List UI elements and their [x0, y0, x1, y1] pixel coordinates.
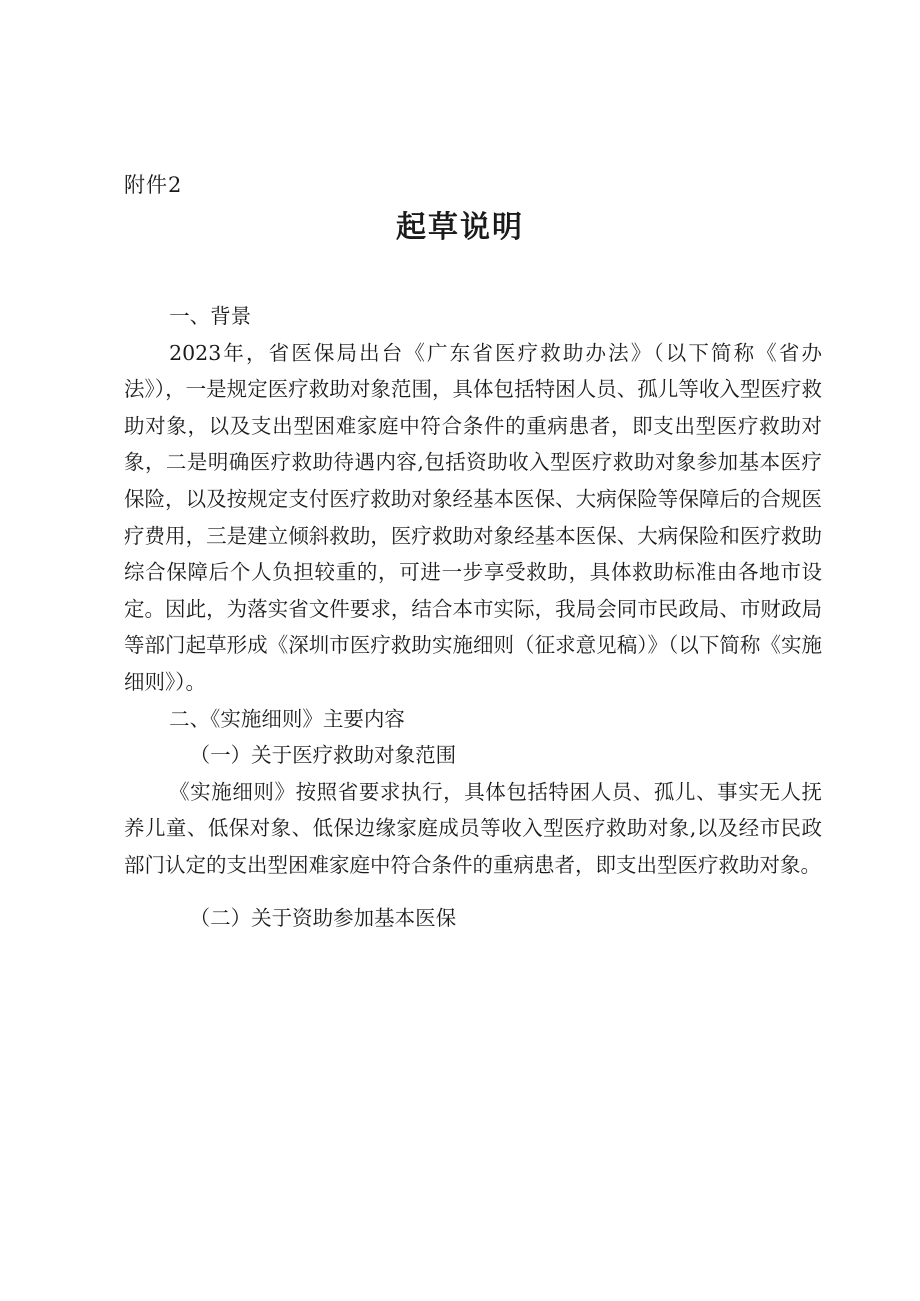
- subsection-heading-insurance-subsidy: （二）关于资助参加基本医保: [189, 905, 457, 930]
- paragraph-background: 2023年，省医保局出台《广东省医疗救助办法》（以下简称《省办法》），一是规定医疗救助对象范围，具体包括特困人员、孤儿等收入型医疗救助对象，以及支出型困难家庭中符合条件的重病患者，即支出型医疗救助对象，二是明确医疗救助待遇内容,包括资助收入型医疗救助对象参加基本医疗保险，以及按规定支付医疗救助对象经基本医保、大病保险等保障后的合规医疗费用，三是建立倾斜救助，医疗救助对象经基本医保、大病保险和医疗救助综合保障后个人负担较重的，可进一步享受救助，具体救助标准由各地市设定。因此，为落实省文件要求，结合本市实际，我局会同市民政局、市财政局等部门起草形成《深圳市医疗救助实施细则（征求意见稿）》（以下简称《实施细则》）。: [124, 340, 822, 694]
- attachment-label: 附件2: [124, 173, 183, 197]
- subsection-heading-scope: （一）关于医疗救助对象范围: [189, 743, 457, 768]
- paragraph-scope: 《实施细则》按照省要求执行，具体包括特困人员、孤儿、事实无人抚养儿童、低保对象、低保边缘家庭成员等收入型医疗救助对象,以及经市民政部门认定的支出型困难家庭中符合条件的重病患者，即支出型医疗救助对象。: [124, 779, 822, 877]
- page-title: 起草说明: [396, 210, 524, 245]
- document-body: [124, 298, 822, 936]
- section-heading-main-content: 二、《实施细则》主要内容: [169, 706, 405, 731]
- section-heading-background: 一、背景: [169, 304, 252, 328]
